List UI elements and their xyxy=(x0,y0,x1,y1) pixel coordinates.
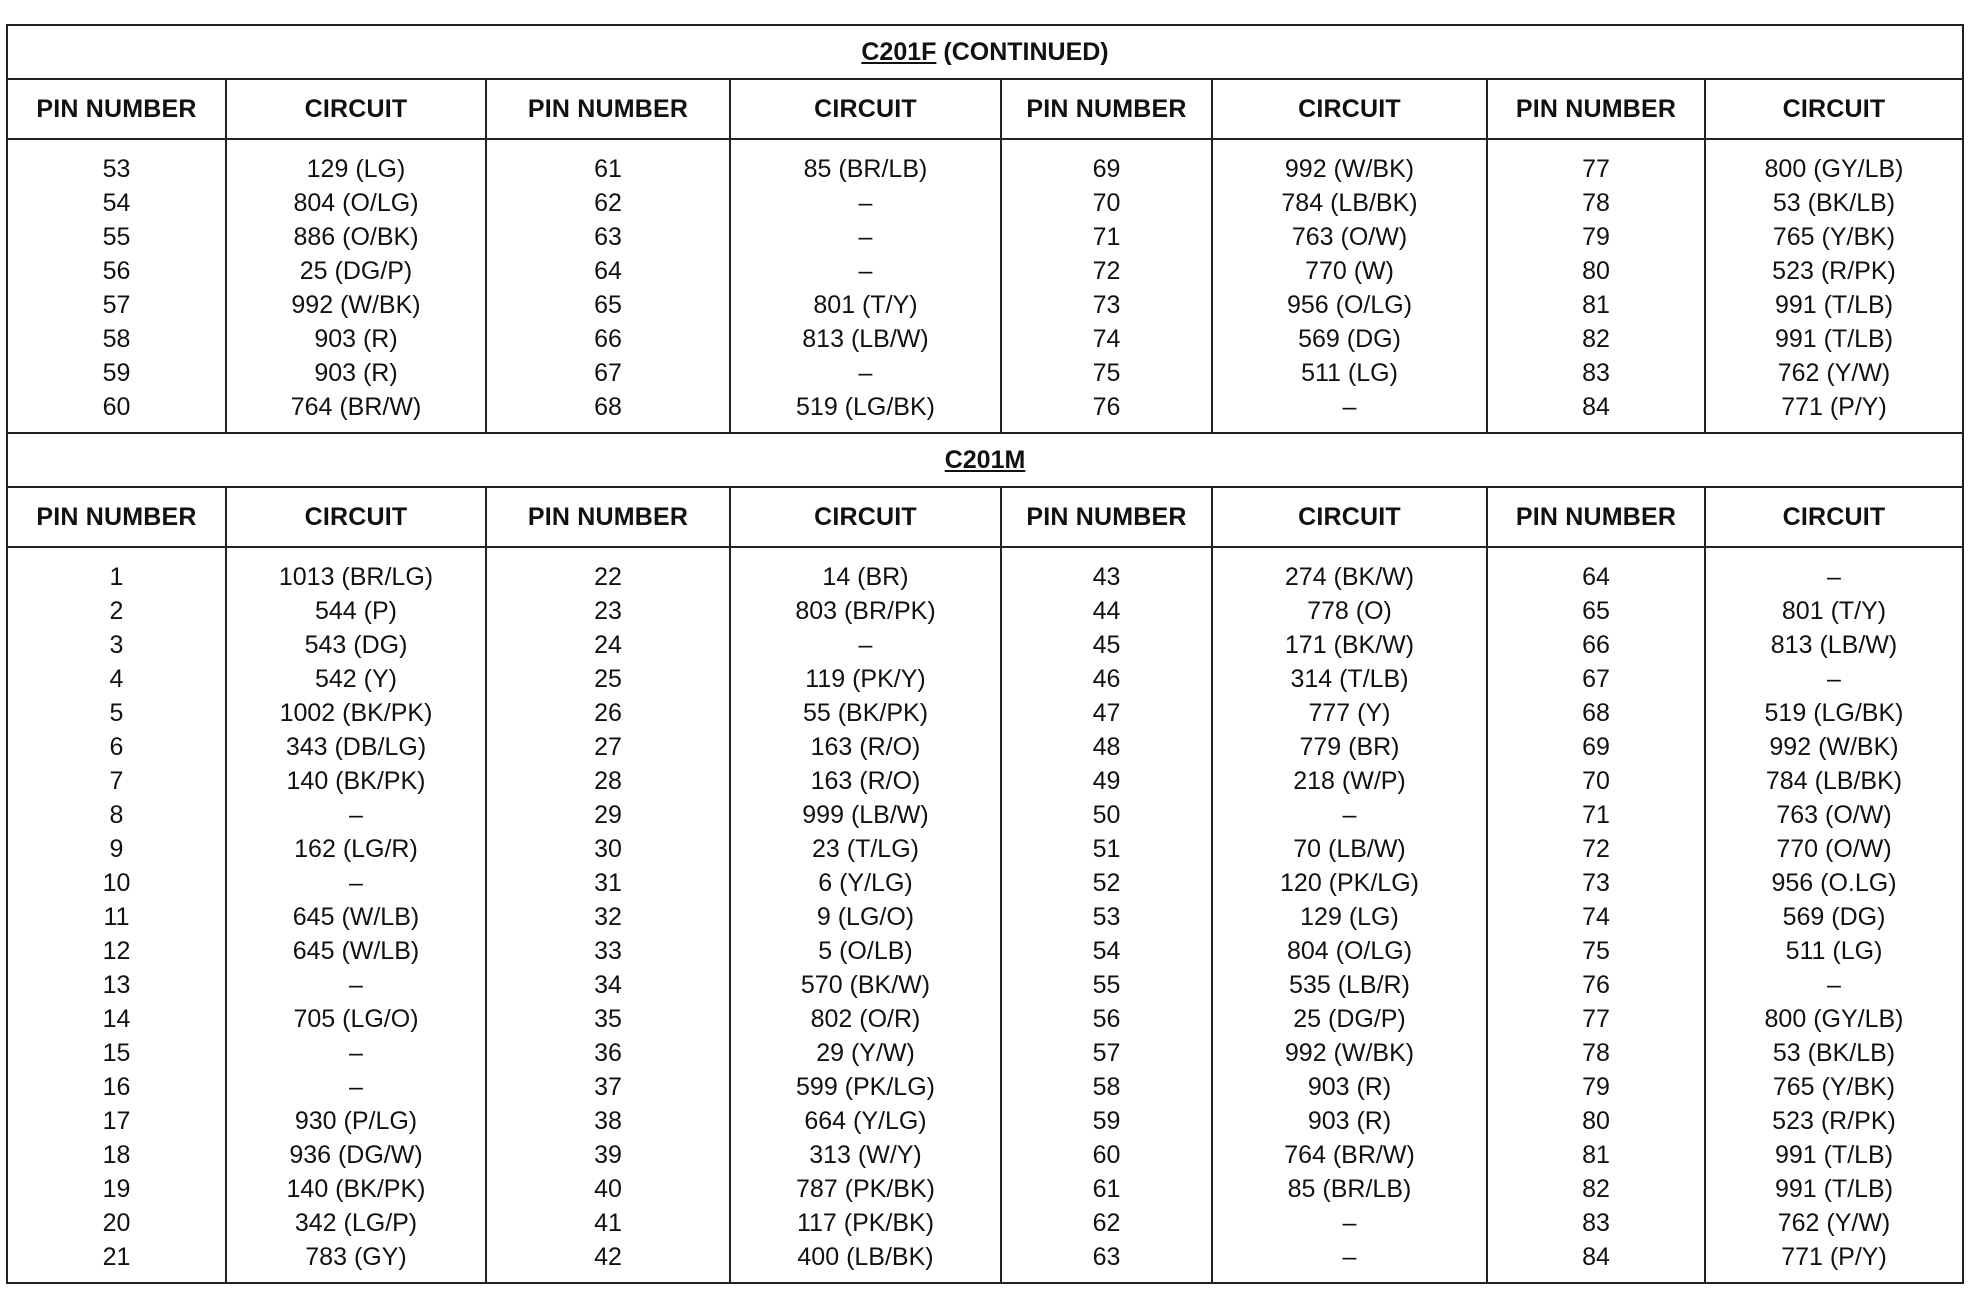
circuit-cell: 762 (Y/W) xyxy=(1777,359,1891,387)
pin-number-cell: 75 xyxy=(1092,359,1121,387)
pin-number-cell: 77 xyxy=(1582,1005,1610,1033)
circuit-cell: 511 (LG) xyxy=(1301,359,1398,387)
circuit-cell: 535 (LB/R) xyxy=(1289,971,1410,999)
circuit-cell: 23 (T/LG) xyxy=(812,835,919,863)
circuit-column xyxy=(730,139,1001,433)
circuit-cell: 903 (R) xyxy=(314,325,398,353)
circuit-cell: 813 (LB/W) xyxy=(1770,631,1898,659)
pin-number-cell: 67 xyxy=(1582,665,1610,693)
pin-number-cell: 26 xyxy=(594,699,622,727)
pin-number-cell: 61 xyxy=(1092,1175,1121,1203)
circuit-cell: 800 (GY/LB) xyxy=(1764,1005,1904,1033)
circuit-cell: 570 (BK/W) xyxy=(800,971,931,999)
circuit-cell: – xyxy=(858,631,873,659)
circuit-header: CIRCUIT xyxy=(1212,79,1487,139)
connector-pinout-table xyxy=(6,24,1964,1284)
circuit-cell: 804 (O/LG) xyxy=(293,189,419,217)
circuit-header: CIRCUIT xyxy=(1212,487,1487,547)
pin-number-cell: 66 xyxy=(594,325,622,353)
pin-number-cell: 68 xyxy=(1582,699,1610,727)
pin-data-row xyxy=(7,547,1963,1283)
pin-number-header: PIN NUMBER xyxy=(1001,79,1212,139)
column-header-row xyxy=(7,487,1963,547)
circuit-cell: – xyxy=(1827,971,1841,999)
pin-number-cell: 59 xyxy=(102,359,131,387)
pin-number-cell: 77 xyxy=(1582,155,1610,183)
pin-number-cell: 80 xyxy=(1582,1107,1610,1135)
circuit-cell: 784 (LB/BK) xyxy=(1765,767,1903,795)
circuit-cell: – xyxy=(858,359,873,387)
circuit-cell: 804 (O/LG) xyxy=(1286,937,1413,965)
circuit-cell: 14 (BR) xyxy=(822,563,909,591)
circuit-header: CIRCUIT xyxy=(226,487,486,547)
circuit-column xyxy=(730,547,1001,1283)
pin-number-cell: 24 xyxy=(594,631,622,659)
pin-number-cell: 60 xyxy=(1092,1141,1121,1169)
circuit-cell: 802 (O/R) xyxy=(810,1005,921,1033)
circuit-cell: 765 (Y/BK) xyxy=(1772,223,1896,251)
pin-number-cell: 64 xyxy=(1582,563,1610,591)
pin-number-column xyxy=(1487,139,1705,433)
circuit-cell: 664 (Y/LG) xyxy=(804,1107,927,1135)
pin-number-cell: 61 xyxy=(594,155,622,183)
pin-number-cell: 78 xyxy=(1582,1039,1610,1067)
pin-number-cell: 80 xyxy=(1582,257,1610,285)
pin-number-cell: 53 xyxy=(102,155,131,183)
pin-number-cell: 57 xyxy=(102,291,131,319)
pin-number-cell: 7 xyxy=(109,767,124,795)
circuit-cell: 992 (W/BK) xyxy=(1284,1039,1415,1067)
section-title-row-c201f xyxy=(7,25,1963,79)
pin-number-column xyxy=(486,139,730,433)
pin-number-cell: 60 xyxy=(102,393,131,421)
circuit-cell: 163 (R/O) xyxy=(810,767,921,795)
section-title-suffix: (CONTINUED) xyxy=(936,37,1109,66)
circuit-cell: – xyxy=(349,869,363,897)
circuit-cell: 956 (O/LG) xyxy=(1286,291,1413,319)
circuit-cell: 771 (P/Y) xyxy=(1781,393,1887,421)
pin-number-cell: 83 xyxy=(1582,359,1610,387)
circuit-cell: – xyxy=(349,1073,363,1101)
circuit-cell: 1002 (BK/PK) xyxy=(279,699,433,727)
connector-code: C201M xyxy=(944,445,1026,474)
circuit-cell: 803 (BR/PK) xyxy=(795,597,936,625)
pin-number-cell: 29 xyxy=(594,801,622,829)
circuit-cell: 999 (LB/W) xyxy=(802,801,929,829)
circuit-cell: 53 (BK/LB) xyxy=(1772,189,1896,217)
pin-number-cell: 63 xyxy=(594,223,622,251)
circuit-cell: 991 (T/LB) xyxy=(1774,325,1894,353)
pin-number-column xyxy=(1487,547,1705,1283)
circuit-cell: 777 (Y) xyxy=(1308,699,1391,727)
circuit-cell: 129 (LG) xyxy=(1300,903,1399,931)
pin-number-cell: 49 xyxy=(1092,767,1121,795)
pin-number-cell: 72 xyxy=(1092,257,1121,285)
circuit-header: CIRCUIT xyxy=(1705,487,1963,547)
circuit-cell: 645 (W/LB) xyxy=(292,937,420,965)
circuit-cell: 783 (GY) xyxy=(305,1243,407,1271)
pin-number-cell: 67 xyxy=(594,359,622,387)
circuit-cell: 544 (P) xyxy=(315,597,397,625)
circuit-header: CIRCUIT xyxy=(730,79,1001,139)
circuit-header: CIRCUIT xyxy=(1705,79,1963,139)
pin-number-cell: 4 xyxy=(109,665,124,693)
circuit-cell: – xyxy=(1827,563,1841,591)
pin-number-header: PIN NUMBER xyxy=(486,487,730,547)
circuit-column xyxy=(226,547,486,1283)
circuit-cell: – xyxy=(1342,1209,1357,1237)
circuit-cell: 140 (BK/PK) xyxy=(286,767,426,795)
pin-number-cell: 68 xyxy=(594,393,622,421)
circuit-cell: 991 (T/LB) xyxy=(1774,291,1894,319)
circuit-cell: 171 (BK/W) xyxy=(1284,631,1415,659)
circuit-cell: – xyxy=(858,189,873,217)
circuit-cell: 163 (R/O) xyxy=(810,733,921,761)
circuit-cell: 85 (BR/LB) xyxy=(1287,1175,1412,1203)
pin-number-cell: 71 xyxy=(1092,223,1121,251)
pin-number-cell: 62 xyxy=(1092,1209,1121,1237)
circuit-column xyxy=(1212,139,1487,433)
pin-number-cell: 55 xyxy=(1092,971,1121,999)
pin-number-cell: 19 xyxy=(102,1175,131,1203)
pin-number-cell: 40 xyxy=(594,1175,622,1203)
pin-number-column xyxy=(1001,139,1212,433)
pin-number-header: PIN NUMBER xyxy=(7,79,226,139)
circuit-cell: 705 (LG/O) xyxy=(293,1005,419,1033)
pin-number-cell: 62 xyxy=(594,189,622,217)
circuit-cell: 762 (Y/W) xyxy=(1777,1209,1891,1237)
circuit-column xyxy=(1705,139,1963,433)
circuit-cell: 519 (LG/BK) xyxy=(796,393,935,421)
pin-number-cell: 59 xyxy=(1092,1107,1121,1135)
pin-number-cell: 6 xyxy=(109,733,124,761)
pin-number-column xyxy=(486,547,730,1283)
pin-number-cell: 13 xyxy=(102,971,131,999)
circuit-cell: 25 (DG/P) xyxy=(1293,1005,1406,1033)
pin-number-cell: 17 xyxy=(102,1107,131,1135)
pin-number-cell: 82 xyxy=(1582,325,1610,353)
pin-number-cell: 22 xyxy=(594,563,622,591)
circuit-cell: 85 (BR/LB) xyxy=(803,155,928,183)
connector-pinout-document xyxy=(6,24,1962,1284)
pin-number-cell: 71 xyxy=(1582,801,1610,829)
pin-data-row xyxy=(7,139,1963,433)
circuit-cell: 523 (R/PK) xyxy=(1772,1107,1896,1135)
circuit-cell: 763 (O/W) xyxy=(1776,801,1892,829)
pin-number-cell: 57 xyxy=(1092,1039,1121,1067)
circuit-cell: 784 (LB/BK) xyxy=(1281,189,1418,217)
pin-number-cell: 53 xyxy=(1092,903,1121,931)
pin-number-cell: 2 xyxy=(109,597,124,625)
pin-number-cell: 10 xyxy=(102,869,131,897)
circuit-cell: 778 (O) xyxy=(1307,597,1392,625)
circuit-cell: 314 (T/LB) xyxy=(1290,665,1409,693)
circuit-cell: 542 (Y) xyxy=(315,665,397,693)
section-title-row-c201m xyxy=(7,433,1963,487)
circuit-cell: 29 (Y/W) xyxy=(816,1039,915,1067)
pin-number-cell: 11 xyxy=(103,903,130,931)
circuit-cell: 5 (O/LB) xyxy=(818,937,913,965)
pin-number-cell: 1 xyxy=(109,563,124,591)
circuit-cell: 764 (BR/W) xyxy=(290,393,422,421)
pin-number-cell: 70 xyxy=(1092,189,1121,217)
pin-number-cell: 81 xyxy=(1582,1141,1610,1169)
section-title xyxy=(7,25,1963,79)
circuit-cell: 779 (BR) xyxy=(1299,733,1400,761)
circuit-cell: 119 (PK/Y) xyxy=(805,665,926,693)
pin-number-cell: 41 xyxy=(594,1209,622,1237)
pin-number-cell: 65 xyxy=(1582,597,1610,625)
pin-number-cell: 45 xyxy=(1092,631,1121,659)
pin-number-cell: 36 xyxy=(594,1039,622,1067)
pin-number-cell: 58 xyxy=(102,325,131,353)
pin-number-cell: 15 xyxy=(102,1039,131,1067)
circuit-cell: 400 (LB/BK) xyxy=(797,1243,934,1271)
circuit-cell: 992 (W/BK) xyxy=(1284,155,1415,183)
pin-number-cell: 31 xyxy=(594,869,622,897)
pin-number-cell: 34 xyxy=(594,971,622,999)
circuit-header: CIRCUIT xyxy=(730,487,1001,547)
pin-number-cell: 20 xyxy=(102,1209,131,1237)
circuit-column xyxy=(1212,547,1487,1283)
circuit-cell: 140 (BK/PK) xyxy=(286,1175,426,1203)
circuit-cell: 801 (T/Y) xyxy=(813,291,918,319)
circuit-cell: – xyxy=(1342,801,1357,829)
circuit-cell: – xyxy=(349,1039,363,1067)
circuit-cell: 903 (R) xyxy=(1307,1073,1392,1101)
pin-number-cell: 27 xyxy=(594,733,622,761)
circuit-cell: 992 (W/BK) xyxy=(1769,733,1899,761)
pin-number-cell: 14 xyxy=(102,1005,131,1033)
pin-number-cell: 16 xyxy=(102,1073,131,1101)
circuit-cell: 770 (O/W) xyxy=(1776,835,1892,863)
circuit-cell: 162 (LG/R) xyxy=(294,835,418,863)
pin-number-cell: 52 xyxy=(1092,869,1121,897)
circuit-cell: 787 (PK/BK) xyxy=(796,1175,935,1203)
circuit-cell: 936 (DG/W) xyxy=(289,1141,423,1169)
circuit-cell: 274 (BK/W) xyxy=(1284,563,1415,591)
circuit-cell: 1013 (BR/LG) xyxy=(278,563,434,591)
pin-number-header: PIN NUMBER xyxy=(7,487,226,547)
pin-number-cell: 81 xyxy=(1582,291,1610,319)
pin-number-header: PIN NUMBER xyxy=(1487,487,1705,547)
circuit-cell: 511 (LG) xyxy=(1785,937,1883,965)
pin-number-cell: 83 xyxy=(1582,1209,1610,1237)
pin-number-cell: 65 xyxy=(594,291,622,319)
pin-number-cell: 35 xyxy=(594,1005,622,1033)
pin-number-cell: 70 xyxy=(1582,767,1610,795)
pin-number-header: PIN NUMBER xyxy=(486,79,730,139)
circuit-header: CIRCUIT xyxy=(226,79,486,139)
pin-number-cell: 56 xyxy=(102,257,131,285)
circuit-cell: – xyxy=(1342,393,1357,421)
circuit-cell: 903 (R) xyxy=(314,359,398,387)
pin-number-cell: 79 xyxy=(1582,1073,1610,1101)
pin-number-cell: 37 xyxy=(594,1073,622,1101)
pin-number-cell: 18 xyxy=(102,1141,131,1169)
pin-number-cell: 21 xyxy=(102,1243,131,1271)
circuit-cell: 569 (DG) xyxy=(1782,903,1886,931)
pin-number-cell: 58 xyxy=(1092,1073,1121,1101)
circuit-cell: 53 (BK/LB) xyxy=(1772,1039,1896,1067)
column-header-row xyxy=(7,79,1963,139)
pin-number-cell: 3 xyxy=(109,631,124,659)
pin-number-cell: 25 xyxy=(594,665,622,693)
circuit-cell: 55 (BK/PK) xyxy=(802,699,929,727)
pin-number-cell: 50 xyxy=(1092,801,1121,829)
pin-number-header: PIN NUMBER xyxy=(1001,487,1212,547)
circuit-cell: – xyxy=(349,971,363,999)
pin-number-cell: 84 xyxy=(1582,1243,1610,1271)
circuit-cell: 645 (W/LB) xyxy=(292,903,420,931)
circuit-cell: 956 (O.LG) xyxy=(1771,869,1897,897)
pin-number-cell: 78 xyxy=(1582,189,1610,217)
pin-number-cell: 9 xyxy=(109,835,124,863)
pin-number-cell: 5 xyxy=(109,699,124,727)
circuit-cell: – xyxy=(1827,665,1841,693)
pin-number-cell: 28 xyxy=(594,767,622,795)
pin-number-cell: 32 xyxy=(594,903,622,931)
circuit-cell: 9 (LG/O) xyxy=(816,903,915,931)
section-title xyxy=(7,433,1963,487)
circuit-cell: 342 (LG/P) xyxy=(294,1209,418,1237)
pin-number-cell: 76 xyxy=(1092,393,1121,421)
pin-number-cell: 69 xyxy=(1092,155,1121,183)
pin-number-cell: 69 xyxy=(1582,733,1610,761)
pin-number-cell: 75 xyxy=(1582,937,1610,965)
circuit-cell: 763 (O/W) xyxy=(1291,223,1408,251)
pin-number-cell: 46 xyxy=(1092,665,1121,693)
pin-number-cell: 38 xyxy=(594,1107,622,1135)
pin-number-cell: 66 xyxy=(1582,631,1610,659)
pin-number-cell: 54 xyxy=(102,189,131,217)
pin-number-cell: 12 xyxy=(102,937,131,965)
circuit-cell: – xyxy=(349,801,363,829)
pin-number-column xyxy=(7,139,226,433)
circuit-cell: 343 (DB/LG) xyxy=(285,733,427,761)
circuit-cell: 129 (LG) xyxy=(306,155,406,183)
circuit-cell: 599 (PK/LG) xyxy=(796,1073,935,1101)
circuit-cell: 25 (DG/P) xyxy=(299,257,413,285)
circuit-cell: 543 (DG) xyxy=(304,631,408,659)
pin-number-cell: 51 xyxy=(1092,835,1121,863)
circuit-cell: – xyxy=(1342,1243,1357,1271)
pin-number-cell: 74 xyxy=(1582,903,1610,931)
circuit-cell: 6 (Y/LG) xyxy=(818,869,913,897)
pin-number-cell: 55 xyxy=(102,223,131,251)
pin-number-cell: 39 xyxy=(594,1141,622,1169)
pin-number-cell: 79 xyxy=(1582,223,1610,251)
pin-number-column xyxy=(1001,547,1212,1283)
pin-number-column xyxy=(7,547,226,1283)
circuit-cell: 801 (T/Y) xyxy=(1781,597,1887,625)
circuit-cell: 991 (T/LB) xyxy=(1774,1141,1894,1169)
circuit-cell: 813 (LB/W) xyxy=(802,325,929,353)
pin-number-cell: 64 xyxy=(594,257,622,285)
circuit-cell: 991 (T/LB) xyxy=(1774,1175,1894,1203)
circuit-cell: 313 (W/Y) xyxy=(809,1141,922,1169)
circuit-cell: 771 (P/Y) xyxy=(1781,1243,1887,1271)
circuit-cell: 765 (Y/BK) xyxy=(1772,1073,1896,1101)
pin-number-cell: 47 xyxy=(1092,699,1121,727)
pin-number-cell: 73 xyxy=(1582,869,1610,897)
circuit-cell: 218 (W/P) xyxy=(1293,767,1406,795)
pin-number-cell: 44 xyxy=(1092,597,1121,625)
pin-number-cell: 48 xyxy=(1092,733,1121,761)
circuit-cell: 519 (LG/BK) xyxy=(1764,699,1904,727)
circuit-column xyxy=(226,139,486,433)
circuit-cell: 930 (P/LG) xyxy=(294,1107,418,1135)
pin-number-cell: 23 xyxy=(594,597,622,625)
pin-number-cell: 56 xyxy=(1092,1005,1121,1033)
circuit-cell: 523 (R/PK) xyxy=(1772,257,1896,285)
pin-number-cell: 54 xyxy=(1092,937,1121,965)
pin-number-header: PIN NUMBER xyxy=(1487,79,1705,139)
pin-number-cell: 8 xyxy=(109,801,124,829)
circuit-cell: 120 (PK/LG) xyxy=(1280,869,1419,897)
pin-number-cell: 82 xyxy=(1582,1175,1610,1203)
pin-number-cell: 63 xyxy=(1092,1243,1121,1271)
circuit-cell: – xyxy=(858,257,873,285)
pin-number-cell: 42 xyxy=(594,1243,622,1271)
circuit-cell: 117 (PK/BK) xyxy=(796,1209,935,1237)
circuit-cell: – xyxy=(858,223,873,251)
circuit-cell: 569 (DG) xyxy=(1298,325,1401,353)
circuit-cell: 903 (R) xyxy=(1307,1107,1392,1135)
pin-number-cell: 73 xyxy=(1092,291,1121,319)
pin-number-cell: 33 xyxy=(594,937,622,965)
circuit-column xyxy=(1705,547,1963,1283)
circuit-cell: 886 (O/BK) xyxy=(293,223,419,251)
pin-number-cell: 30 xyxy=(594,835,622,863)
pin-number-cell: 76 xyxy=(1582,971,1610,999)
connector-code: C201F xyxy=(861,37,937,66)
circuit-cell: 800 (GY/LB) xyxy=(1764,155,1904,183)
circuit-cell: 992 (W/BK) xyxy=(291,291,421,319)
circuit-cell: 764 (BR/W) xyxy=(1284,1141,1415,1169)
circuit-cell: 770 (W) xyxy=(1305,257,1394,285)
pin-number-cell: 72 xyxy=(1582,835,1610,863)
pin-number-cell: 74 xyxy=(1092,325,1121,353)
circuit-cell: 70 (LB/W) xyxy=(1293,835,1406,863)
pin-number-cell: 84 xyxy=(1582,393,1610,421)
pin-number-cell: 43 xyxy=(1092,563,1121,591)
